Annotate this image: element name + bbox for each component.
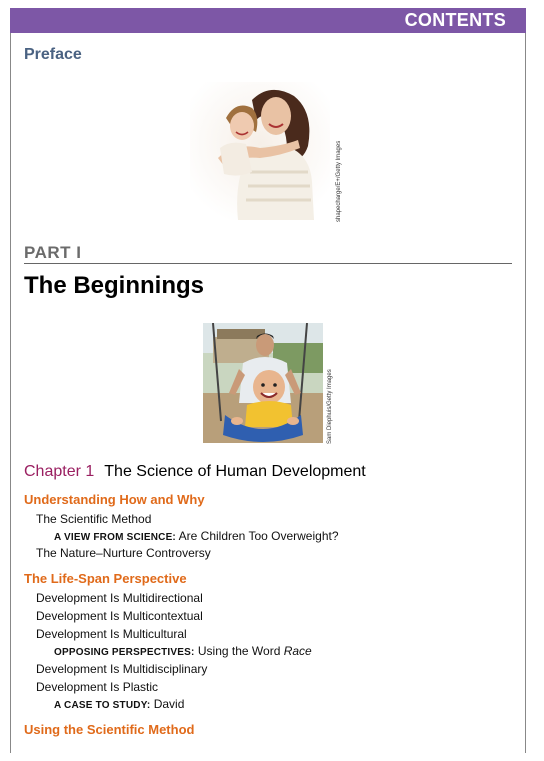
part-label: PART I	[24, 243, 82, 262]
toc-feature-view-from-science[interactable]	[54, 529, 339, 543]
part-divider	[24, 263, 512, 264]
feature-text: David	[153, 697, 185, 711]
feature-emphasis: Race	[283, 644, 312, 658]
toc-item-scientific-method[interactable]: The Scientific Method	[36, 512, 152, 526]
toc-item-nature-nurture[interactable]: The Nature–Nurture Controversy	[36, 546, 211, 560]
toc-item-multicontextual[interactable]: Development Is Multicontextual	[36, 609, 203, 623]
chapter-heading[interactable]	[24, 463, 366, 481]
toc-section-understanding[interactable]: Understanding How and Why	[24, 492, 205, 507]
mother-daughter-photo	[190, 82, 330, 220]
toc-feature-case-to-study[interactable]	[54, 697, 184, 711]
father-child-illustration	[203, 323, 323, 443]
feature-label: A CASE TO STUDY:	[54, 700, 151, 711]
part-title: The Beginnings	[24, 272, 204, 299]
feature-label: A VIEW FROM SCIENCE:	[54, 532, 176, 543]
toc-section-life-span[interactable]: The Life-Span Perspective	[24, 571, 187, 586]
photo-credit-2: Sam Diephuis/Getty Images	[327, 369, 333, 444]
father-child-swing-photo	[203, 323, 323, 443]
preface-heading: Preface	[24, 46, 82, 63]
photo-credit-1: shapecharge/E+/Getty Images	[336, 140, 342, 222]
feature-text: Are Children Too Overweight?	[178, 529, 339, 543]
toc-item-multidisciplinary[interactable]: Development Is Multidisciplinary	[36, 662, 208, 676]
chapter-number: Chapter 1	[24, 463, 95, 480]
toc-feature-opposing-perspectives[interactable]	[54, 644, 312, 658]
chapter-title: The Science of Human Development	[104, 463, 366, 480]
toc-item-plastic[interactable]: Development Is Plastic	[36, 680, 159, 694]
contents-title: CONTENTS	[404, 10, 506, 30]
feature-label: OPPOSING PERSPECTIVES:	[54, 647, 195, 658]
contents-banner	[10, 8, 526, 33]
page-border-left	[10, 8, 11, 753]
toc-item-multicultural[interactable]: Development Is Multicultural	[36, 627, 187, 641]
mother-daughter-illustration	[190, 82, 330, 220]
toc-section-using-scientific-method[interactable]: Using the Scientific Method	[24, 722, 195, 737]
toc-item-multidirectional[interactable]: Development Is Multidirectional	[36, 591, 203, 605]
page-border-right	[525, 8, 526, 753]
feature-text: Using the Word	[197, 644, 284, 658]
